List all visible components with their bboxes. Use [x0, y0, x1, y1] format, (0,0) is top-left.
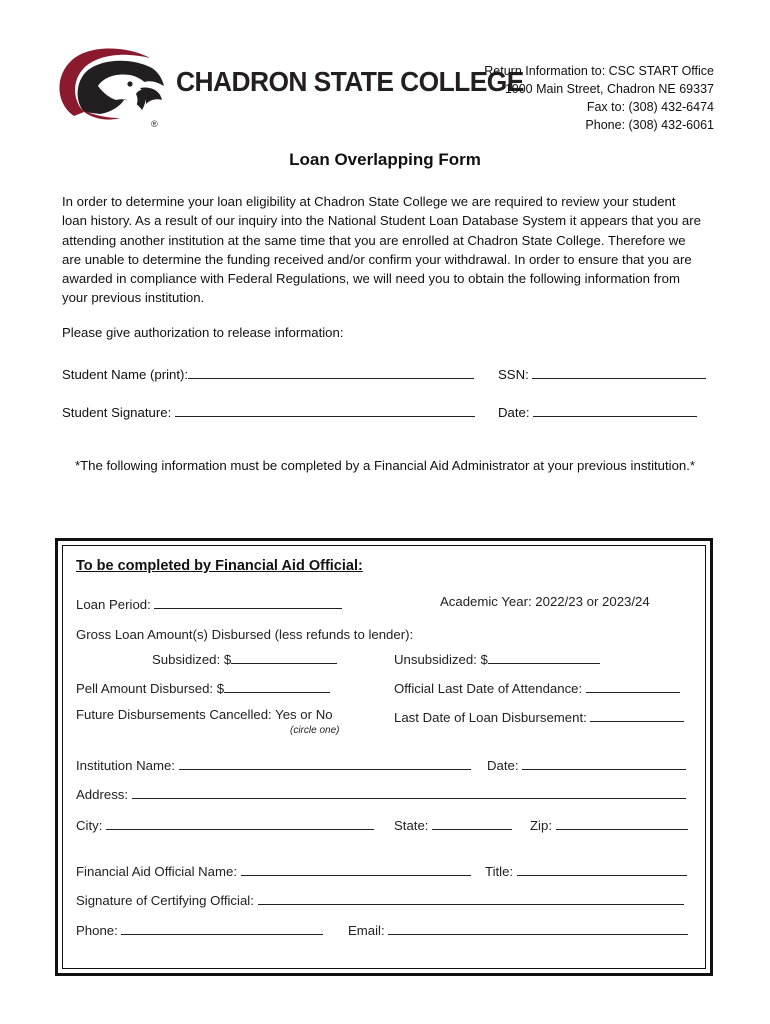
college-logo: [54, 46, 524, 134]
official-name-label: Financial Aid Official Name:: [76, 864, 238, 879]
page-title: Loan Overlapping Form: [289, 150, 481, 169]
zip-line[interactable]: [556, 815, 688, 830]
return-info-line: Return Information to: CSC START Office: [484, 64, 714, 78]
loan-period-label: Loan Period:: [76, 597, 151, 612]
phone-line: Phone: (308) 432-6061: [585, 118, 714, 132]
email-line[interactable]: [388, 920, 688, 935]
fax-line: Fax to: (308) 432-6474: [586, 100, 714, 114]
pell-amount-field[interactable]: [76, 678, 330, 696]
student-name-line[interactable]: [188, 364, 474, 379]
return-information: [484, 62, 714, 134]
institution-name-field[interactable]: [76, 755, 471, 773]
institution-date-label: Date:: [487, 758, 519, 773]
address-line[interactable]: [132, 784, 686, 799]
subsidized-field[interactable]: [152, 649, 337, 667]
phone-line[interactable]: [121, 920, 323, 935]
subsidized-line[interactable]: [231, 649, 337, 664]
institution-name-label: Institution Name:: [76, 758, 175, 773]
institution-name-line[interactable]: [179, 755, 471, 770]
last-attendance-line[interactable]: [586, 678, 680, 693]
ssn-line[interactable]: [532, 364, 706, 379]
phone-field[interactable]: [76, 920, 323, 938]
city-label: City:: [76, 818, 103, 833]
zip-field[interactable]: [530, 815, 688, 833]
state-line[interactable]: [432, 815, 512, 830]
address-label: Address:: [76, 787, 129, 802]
last-disbursement-line[interactable]: [590, 707, 684, 722]
last-attendance-label: Official Last Date of Attendance:: [394, 681, 583, 696]
address-field[interactable]: [76, 784, 686, 802]
student-signature-line[interactable]: [175, 402, 475, 417]
state-field[interactable]: [394, 815, 512, 833]
loan-period-line[interactable]: [154, 594, 342, 609]
state-label: State:: [394, 818, 429, 833]
email-field[interactable]: [348, 920, 688, 938]
certifying-signature-field[interactable]: [76, 890, 684, 908]
phone-label: Phone:: [76, 923, 118, 938]
city-line[interactable]: [106, 815, 374, 830]
gross-loan-label: Gross Loan Amount(s) Disbursed (less refunds to lender):: [76, 627, 414, 642]
unsubsidized-field[interactable]: [394, 649, 600, 667]
title-line[interactable]: [517, 861, 687, 876]
intro-paragraph: In order to determine your loan eligibility at Chadron State College we are required to review your student loan history. As a result of our inquiry into the National Student Loan Database System it appears that you are attending another institution at the same time that you are enrolled at Chadron State College. Therefore we are unable to determine the funding received and/or confirm your withdrawal. In order to ensure that you are awarded in compliance with Federal Regulations, we will need you to obtain the following information from your previous institution.: [62, 194, 701, 306]
loan-period-field[interactable]: [76, 594, 342, 612]
administrator-notice: *The following information must be completed by a Financial Aid Administrator at your previous institution.*: [74, 458, 696, 473]
unsubsidized-line[interactable]: [488, 649, 600, 664]
ssn-label: SSN:: [498, 367, 529, 382]
official-section-heading: To be completed by Financial Aid Official:: [76, 558, 363, 574]
title-label: Title:: [485, 864, 514, 879]
subsidized-label: Subsidized: $: [152, 652, 232, 667]
last-disbursement-field[interactable]: [394, 707, 684, 725]
authorization-text: Please give authorization to release information:: [62, 325, 344, 340]
last-attendance-field[interactable]: [394, 678, 680, 696]
address-line: 1000 Main Street, Chadron NE 69337: [504, 82, 714, 96]
eagle-head-icon: [54, 46, 166, 128]
title-field[interactable]: [485, 861, 687, 879]
certifying-signature-line[interactable]: [258, 890, 684, 905]
institution-date-field[interactable]: [487, 755, 686, 773]
circle-one-hint: (circle one): [290, 725, 340, 736]
student-date-line[interactable]: [533, 402, 697, 417]
student-date-field[interactable]: [498, 402, 697, 420]
logo-wordmark: CHADRON STATE COLLEGE: [176, 66, 524, 97]
official-name-field[interactable]: [76, 861, 471, 879]
student-date-label: Date:: [498, 405, 530, 420]
registered-mark: ®: [151, 119, 158, 129]
student-signature-field[interactable]: [62, 402, 475, 420]
zip-label: Zip:: [530, 818, 552, 833]
ssn-field[interactable]: [498, 364, 706, 382]
official-name-line[interactable]: [241, 861, 471, 876]
certifying-signature-label: Signature of Certifying Official:: [76, 893, 254, 908]
future-disbursements-text[interactable]: Future Disbursements Cancelled: Yes or No: [76, 707, 333, 722]
pell-amount-label: Pell Amount Disbursed: $: [76, 681, 225, 696]
pell-amount-line[interactable]: [224, 678, 330, 693]
institution-date-line[interactable]: [522, 755, 686, 770]
student-signature-label: Student Signature:: [62, 405, 172, 420]
academic-year-text: Academic Year: 2022/23 or 2023/24: [440, 594, 650, 609]
unsubsidized-label: Unsubsidized: $: [394, 652, 488, 667]
email-label: Email:: [348, 923, 385, 938]
city-field[interactable]: [76, 815, 374, 833]
student-name-label: Student Name (print):: [62, 367, 189, 382]
last-disbursement-label: Last Date of Loan Disbursement:: [394, 710, 587, 725]
student-name-field[interactable]: [62, 364, 474, 382]
